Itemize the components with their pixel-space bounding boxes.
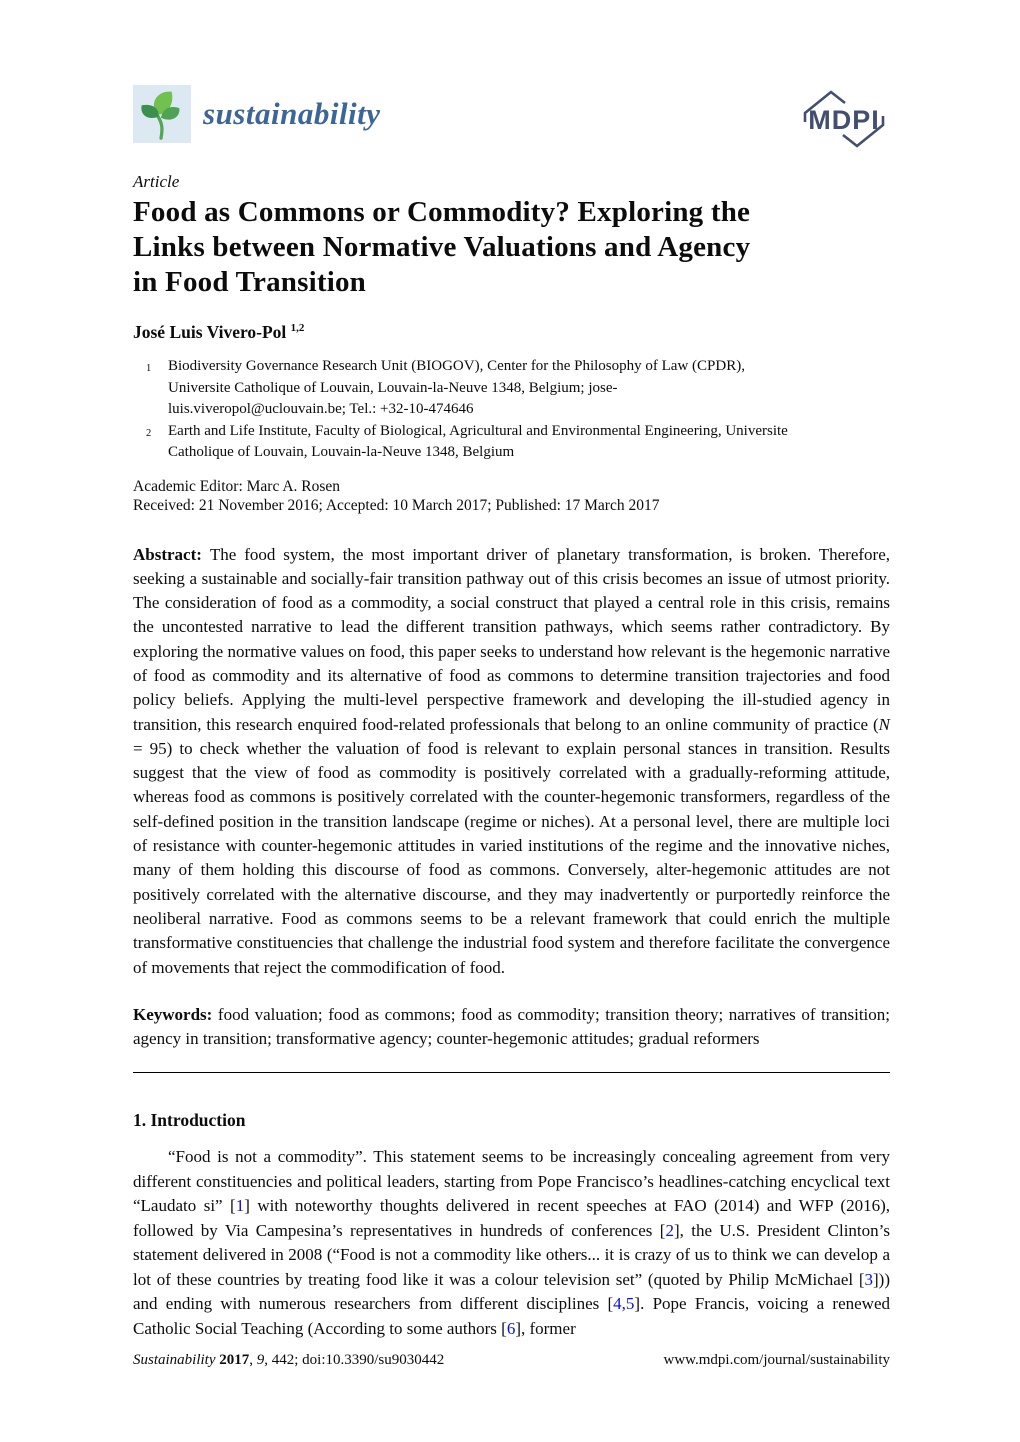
section-heading-introduction: 1. Introduction (133, 1110, 246, 1131)
affiliation-number: 2 (146, 427, 152, 439)
citation-link[interactable]: 6 (506, 1318, 516, 1338)
article-type-label: Article (133, 172, 180, 191)
editorial-info (133, 477, 890, 516)
affiliation-item (133, 421, 795, 464)
affiliation-text: Earth and Life Institute, Faculty of Biological, Agricultural and Environmental Engineering, Universite Catholique of Louvain, Louvain-la-Neuve 1348, Belgium (168, 422, 788, 460)
footer-citation: Sustainability 2017, 9, 442; doi:10.3390/su9030442 (133, 1352, 445, 1368)
mdpi-logo-text: MDPI (808, 105, 880, 135)
section-divider (133, 1072, 890, 1073)
affiliations (133, 356, 795, 464)
keywords-paragraph: Keywords: food valuation; food as commons; food as commodity; transition theory; narratives of transition; agency in transition; transformative agency; counter-hegemonic attitudes; gradual reformers (133, 1004, 890, 1049)
journal-logo-group (133, 85, 381, 143)
article-title: Food as Commons or Commodity? Exploring the Links between Normative Valuations and Agency in Food Transition (133, 196, 751, 298)
affiliation-text: Biodiversity Governance Research Unit (BIOGOV), Center for the Philosophy of Law (CPDR), Universite Catholique of Louvain, Louvain-la-Neuve 1348, Belgium; jose-luis.viveropol@uclouvain.be; Tel.: +32-10-474646 (168, 358, 745, 417)
journal-header (133, 85, 892, 151)
sustainability-plant-icon (133, 85, 191, 143)
author-affiliation-superscript: 1,2 (290, 322, 305, 335)
journal-name: sustainability (203, 96, 381, 131)
introduction-paragraph: “Food is not a commodity”. This statement seems to be increasingly concealing agreement from very different constituencies and political leaders, starting from Pope Francisco’s headlines-catching encyclical text “Laudato si” [1] with noteworthy thoughts delivered in recent speeches at FAO (2014) and WFP (2016), followed by Via Campesina’s representatives in hundreds of conferences [2], the U.S. President Clinton’s statement delivered in 2008 (“Food is not a commodity like others... it is crazy of us to think we can develop a lot of these countries by treating food like it was a colour television set” (quoted by Philip McMichael [3])) and ending with numerous researchers from different disciplines [4,5]. Pope Francis, voicing a renewed Catholic Social Teaching (According to some authors [6], former (133, 1147, 890, 1338)
abstract-paragraph: Abstract: The food system, the most important driver of planetary transformation, is broken. Therefore, seeking a sustainable and socially-fair transition pathway out of this crisis becomes an issue of utmost priority. The consideration of food as a commodity, a social construct that played a central role in this crisis, remains the uncontested narrative to lead the different transition pathways, which seems rather contradictory. By exploring the normative values on food, this paper seeks to understand how relevant is the hegemonic narrative of food as commodity and its alternative of food as commons to determine transition trajectories and food policy beliefs. Applying the multi-level perspective framework and developing the ill-studied agency in transition, this research enquired food-related professionals that belong to an online community of practice (N = 95) to check whether the valuation of food is relevant to explain personal stances in transition. Results suggest that the view of food as commodity is positively correlated with a gradually-reforming attitude, whereas food as commons is positively correlated with the counter-hegemonic transformers, regardless of the self-defined position in the transition landscape (regime or niches). At a personal level, there are multiple loci of resistance with counter-hegemonic attitudes in varied institutions of the regime and the innovative niches, many of them holding this discourse of food as commons. Conversely, alter-hegemonic attitudes are not positively correlated with the alternative discourse, and they may inadvertently or purportedly reinforce the neoliberal narrative. Food as commons seems to be a relevant framework that could enrich the multiple transformative constituencies that challenge the industrial food system and therefore facilitate the convergence of movements that reject the commodification of food. (133, 544, 891, 977)
mdpi-logo (796, 87, 892, 151)
citation-link[interactable]: 3 (864, 1269, 874, 1289)
footer-journal-url[interactable]: www.mdpi.com/journal/sustainability (663, 1352, 890, 1368)
author-line (133, 322, 890, 343)
academic-editor-line: Academic Editor: Marc A. Rosen (133, 477, 341, 495)
citation-link[interactable]: 4,5 (613, 1294, 635, 1314)
citation-link[interactable]: 2 (665, 1220, 674, 1240)
page-footer (133, 1352, 890, 1369)
affiliation-number: 1 (146, 363, 152, 374)
article-content (133, 172, 890, 1341)
affiliation-item (133, 356, 795, 421)
dates-line: Received: 21 November 2016; Accepted: 10 March 2017; Published: 17 March 2017 (133, 497, 660, 514)
author-name: José Luis Vivero-Pol (133, 322, 287, 342)
citation-link[interactable]: 1 (235, 1196, 245, 1216)
